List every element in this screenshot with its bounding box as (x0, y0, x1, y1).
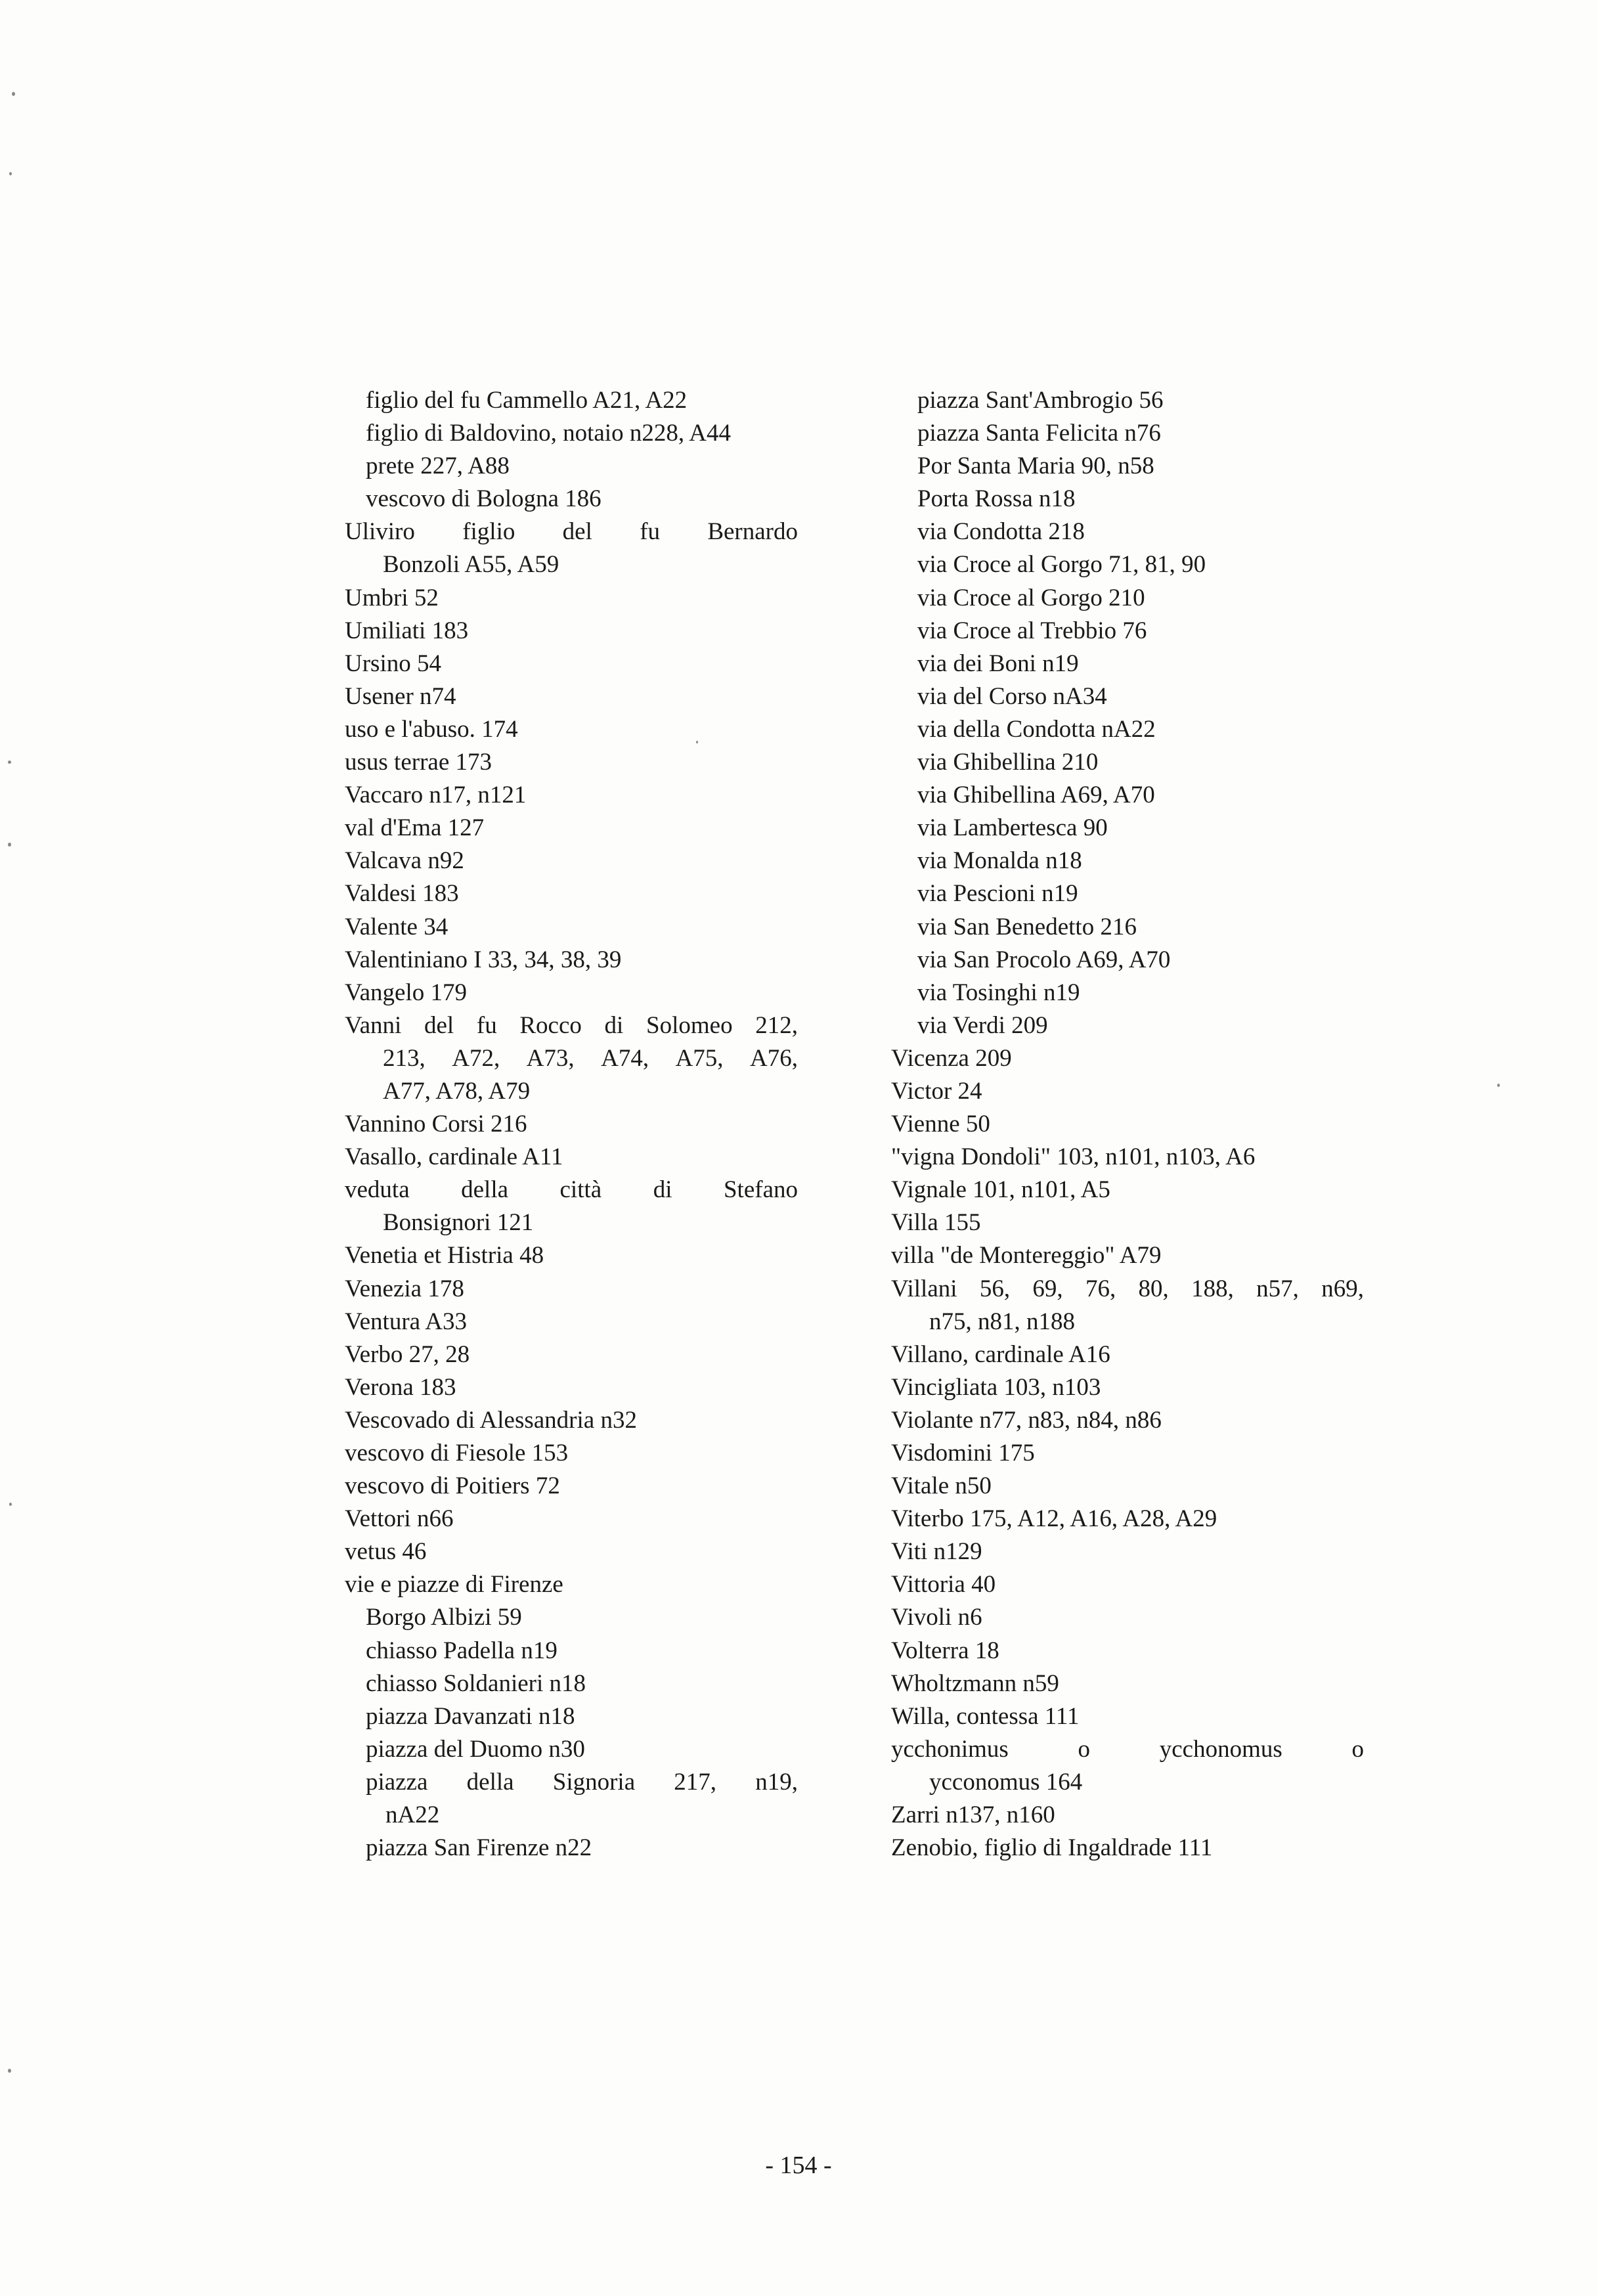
index-entry-valente-34 (345, 911, 798, 944)
index-entry-borgo-albizi-59 (345, 1601, 798, 1634)
index-entry-ycchonimus-o-ycchonomus-o (891, 1733, 1364, 1799)
index-entry-vie-e-piazze-di-firenze (345, 1568, 798, 1601)
index-entry-text: via Croce al Gorgo 71, 81, 90 (917, 551, 1206, 579)
index-entry-wholtzmann-n59 (891, 1667, 1364, 1700)
scan-speck (9, 172, 12, 175)
index-entry-continuation: Bonzoli A55, A59 (383, 551, 559, 579)
index-entry-text: Villano, cardinale A16 (891, 1340, 1110, 1368)
index-entry-vangelo-179 (345, 977, 798, 1009)
index-entry-usus-terrae-173 (345, 746, 798, 779)
index-entry-por-santa-maria-90-n58 (891, 450, 1364, 483)
index-entry-text: Verona 183 (345, 1373, 456, 1401)
scan-speck (8, 761, 11, 764)
index-entry-text: piazza Santa Felicita n76 (917, 420, 1161, 447)
index-entry-text: Volterra 18 (891, 1637, 999, 1664)
index-entry-text: "vigna Dondoli" 103, n101, n103, A6 (891, 1143, 1256, 1171)
index-entry-text: via Lambertesca 90 (917, 814, 1108, 842)
index-entry-text: Vicenza 209 (891, 1044, 1012, 1072)
index-entry-text: Umiliati 183 (345, 617, 469, 644)
index-entry-continuation: n75, n81, n188 (929, 1308, 1075, 1335)
index-entry-text: Valdesi 183 (345, 880, 459, 908)
index-entry-vivoli-n6 (891, 1601, 1364, 1634)
index-entry-chiasso-padella-n19 (345, 1635, 798, 1667)
index-entry-via-san-procolo-a69-a70 (891, 944, 1364, 977)
index-entry-text: piazza Davanzati n18 (366, 1702, 575, 1730)
index-entry-text: Uliviro figlio del fu Bernardo (345, 518, 798, 546)
index-entry-val-d-ema-127 (345, 812, 798, 845)
index-entry-text: piazza San Firenze n22 (366, 1834, 592, 1862)
index-entry-piazza-santa-felicita-n76 (891, 417, 1364, 450)
index-entry-vincigliata-103-n103 (891, 1371, 1364, 1404)
index-entry-piazza-sant-ambrogio-56 (891, 384, 1364, 417)
index-entry-text: Vitale n50 (891, 1472, 992, 1500)
scan-speck (12, 92, 15, 96)
index-entry-via-croce-al-gorgo-210 (891, 582, 1364, 615)
index-entry-text: vescovo di Fiesole 153 (345, 1440, 569, 1467)
index-entry-text: Ursino 54 (345, 650, 441, 677)
index-entry-text: Venezia 178 (345, 1275, 464, 1302)
index-entry-line (891, 1733, 1364, 1766)
index-entry-vannino-corsi-216 (345, 1108, 798, 1141)
index-entry-umiliati-183 (345, 615, 798, 648)
index-entry-text: vie e piazze di Firenze (345, 1571, 563, 1599)
index-entry-viterbo-175-a12-a16-a28-a29 (891, 1503, 1364, 1535)
index-entry-valentiniano-i-33-34-38-39 (345, 944, 798, 977)
index-entry-text: Por Santa Maria 90, n58 (917, 453, 1154, 480)
index-entry-uliviro-figlio-del-fu-bernardo (345, 516, 798, 581)
index-entry-text: via San Benedetto 216 (917, 913, 1137, 940)
index-entry-vicenza-209 (891, 1042, 1364, 1075)
index-entry-vigna-dondoli-103-n101-n103-a6 (891, 1141, 1364, 1174)
index-entry-via-ghibellina-a69-a70 (891, 779, 1364, 812)
index-entry-violante-n77-n83-n84-n86 (891, 1404, 1364, 1437)
index-entry-valdesi-183 (345, 877, 798, 910)
index-entry-text: via Croce al Gorgo 210 (917, 584, 1145, 611)
index-entry-text: Visdomini 175 (891, 1440, 1035, 1467)
index-entry-text: via Monalda n18 (917, 847, 1082, 875)
index-entry-via-lambertesca-90 (891, 812, 1364, 845)
index-entry-text: ycchonimus o ycchonomus o (891, 1735, 1364, 1763)
index-entry-vittoria-40 (891, 1568, 1364, 1601)
index-entry-text: piazza del Duomo n30 (366, 1735, 585, 1763)
index-entry-line (891, 1273, 1364, 1306)
index-entry-piazza-del-duomo-n30 (345, 1733, 798, 1766)
page-number: - 154 - (765, 2152, 832, 2179)
index-entry-text: Vaccaro n17, n121 (345, 782, 527, 809)
index-entry-uso-e-l-abuso-174 (345, 713, 798, 746)
index-entry-vescovo-di-bologna-186 (345, 483, 798, 516)
index-entry-via-dei-boni-n19 (891, 648, 1364, 680)
index-entry-porta-rossa-n18 (891, 483, 1364, 516)
index-entry-text: Viti n129 (891, 1538, 982, 1566)
index-entry-via-della-condotta-na22 (891, 713, 1364, 746)
index-entry-text: figlio di Baldovino, notaio n228, A44 (366, 420, 732, 447)
index-entry-piazza-della-signoria-217-n19 (345, 1766, 798, 1832)
index-entry-vescovado-di-alessandria-n32 (345, 1404, 798, 1437)
index-entry-text: piazza della Signoria 217, n19, (366, 1768, 798, 1796)
index-entry-via-condotta-218 (891, 516, 1364, 548)
index-entry-text: Zarri n137, n160 (891, 1801, 1055, 1829)
index-entry-text: via dei Boni n19 (917, 650, 1079, 677)
index-entry-text: Porta Rossa n18 (917, 485, 1076, 513)
index-column-right (891, 384, 1364, 1865)
index-entry-villani-56-69-76-80-188-n57-n69 (891, 1273, 1364, 1338)
scan-speck (8, 843, 11, 847)
index-entry-text: via del Corso nA34 (917, 682, 1107, 710)
index-entry-text: vescovo di Poitiers 72 (345, 1472, 560, 1500)
index-entry-text: Vittoria 40 (891, 1571, 996, 1599)
index-entry-text: Vangelo 179 (345, 979, 467, 1006)
index-entry-via-ghibellina-210 (891, 746, 1364, 779)
index-entry-text: Vincigliata 103, n103 (891, 1373, 1101, 1401)
index-entry-vetus-46 (345, 1535, 798, 1568)
index-entry-via-pescioni-n19 (891, 877, 1364, 910)
index-entry-text: Vescovado di Alessandria n32 (345, 1406, 637, 1434)
index-entry-villano-cardinale-a16 (891, 1338, 1364, 1371)
index-entry-text: prete 227, A88 (366, 453, 510, 480)
index-entry-text: Victor 24 (891, 1077, 982, 1105)
index-entry-text: via San Procolo A69, A70 (917, 946, 1171, 973)
index-entry-vescovo-di-poitiers-72 (345, 1470, 798, 1503)
index-entry-valcava-n92 (345, 845, 798, 877)
index-entry-line (366, 1766, 798, 1799)
index-entry-vitale-n50 (891, 1470, 1364, 1503)
index-entry-line (345, 1174, 798, 1206)
index-entry-vaccaro-n17-n121 (345, 779, 798, 812)
index-entry-text: Vettori n66 (345, 1505, 454, 1533)
index-entry-vienne-50 (891, 1108, 1364, 1141)
index-entry-text: via Verdi 209 (917, 1011, 1048, 1039)
index-entry-vettori-n66 (345, 1503, 798, 1535)
index-entry-figlio-del-fu-cammello-a21-a22 (345, 384, 798, 417)
index-entry-text: Venetia et Histria 48 (345, 1242, 544, 1269)
index-entry-veduta-della-citt-di-stefano (345, 1174, 798, 1239)
index-entry-venetia-et-histria-48 (345, 1239, 798, 1272)
index-entry-text: villa "de Montereggio" A79 (891, 1242, 1162, 1269)
index-entry-text: vescovo di Bologna 186 (366, 485, 602, 513)
index-entry-vasallo-cardinale-a11 (345, 1141, 798, 1174)
index-entry-text: Valente 34 (345, 913, 448, 940)
index-entry-text: Vannino Corsi 216 (345, 1111, 527, 1138)
index-entry-vanni-del-fu-rocco-di-solomeo-212 (345, 1009, 798, 1108)
index-entry-continuation: Bonsignori 121 (383, 1209, 534, 1237)
index-entry-line (345, 1009, 798, 1042)
index-entry-via-verdi-209 (891, 1009, 1364, 1042)
index-entry-via-croce-al-trebbio-76 (891, 615, 1364, 648)
scan-speck (1497, 1084, 1500, 1087)
index-entry-text: Umbri 52 (345, 584, 439, 611)
index-entry-text: via Ghibellina 210 (917, 749, 1099, 776)
index-entry-text: via Tosinghi n19 (917, 979, 1080, 1006)
index-entry-text: Villani 56, 69, 76, 80, 188, n57, n69, (891, 1275, 1364, 1302)
index-entry-continuation: 213, A72, A73, A74, A75, A76, (383, 1044, 798, 1072)
index-entry-text: Vivoli n6 (891, 1604, 982, 1631)
scan-speck (9, 1503, 12, 1506)
scan-speck (8, 2069, 11, 2073)
index-entry-zenobio-figlio-di-ingaldrade-111 (891, 1832, 1364, 1865)
index-entry-text: chiasso Padella n19 (366, 1637, 558, 1664)
index-entry-willa-contessa-111 (891, 1700, 1364, 1733)
index-entry-verona-183 (345, 1371, 798, 1404)
index-entry-continuation: A77, A78, A79 (383, 1077, 531, 1105)
index-entry-vescovo-di-fiesole-153 (345, 1437, 798, 1470)
index-entry-text: Vasallo, cardinale A11 (345, 1143, 563, 1171)
index-entry-text: Willa, contessa 111 (891, 1702, 1080, 1730)
index-entry-vignale-101-n101-a5 (891, 1174, 1364, 1206)
index-entry-text: via Ghibellina A69, A70 (917, 782, 1155, 809)
index-entry-umbri-52 (345, 582, 798, 615)
index-entry-text: val d'Ema 127 (345, 814, 485, 842)
index-entry-text: Borgo Albizi 59 (366, 1604, 522, 1631)
index-entry-prete-227-a88 (345, 450, 798, 483)
scan-speck (696, 741, 698, 743)
index-entry-visdomini-175 (891, 1437, 1364, 1470)
index-entry-text: Valcava n92 (345, 847, 464, 875)
index-entry-text: Vanni del fu Rocco di Solomeo 212, (345, 1011, 798, 1039)
index-entry-ursino-54 (345, 648, 798, 680)
index-entry-viti-n129 (891, 1535, 1364, 1568)
index-entry-villa-155 (891, 1206, 1364, 1239)
index-entry-volterra-18 (891, 1635, 1364, 1667)
index-entry-ventura-a33 (345, 1306, 798, 1338)
index-entry-text: Zenobio, figlio di Ingaldrade 111 (891, 1834, 1213, 1862)
index-entry-text: via Croce al Trebbio 76 (917, 617, 1147, 644)
index-entry-text: Violante n77, n83, n84, n86 (891, 1406, 1162, 1434)
index-entry-text: Villa 155 (891, 1209, 981, 1237)
index-entry-text: via Condotta 218 (917, 518, 1085, 546)
index-entry-via-tosinghi-n19 (891, 977, 1364, 1009)
index-entry-zarri-n137-n160 (891, 1799, 1364, 1832)
index-entry-piazza-davanzati-n18 (345, 1700, 798, 1733)
index-entry-text: Wholtzmann n59 (891, 1669, 1059, 1697)
index-entry-text: Valentiniano I 33, 34, 38, 39 (345, 946, 622, 973)
index-entry-venezia-178 (345, 1273, 798, 1306)
index-entry-victor-24 (891, 1075, 1364, 1108)
index-entry-text: Viterbo 175, A12, A16, A28, A29 (891, 1505, 1217, 1533)
index-entry-text: usus terrae 173 (345, 749, 492, 776)
index-entry-continuation: ycconomus 164 (929, 1768, 1083, 1796)
index-entry-text: veduta della città di Stefano (345, 1176, 798, 1204)
index-entry-via-monalda-n18 (891, 845, 1364, 877)
index-entry-text: via della Condotta nA22 (917, 715, 1156, 743)
index-entry-text: Ventura A33 (345, 1308, 467, 1335)
index-entry-text: figlio del fu Cammello A21, A22 (366, 387, 688, 414)
index-entry-piazza-san-firenze-n22 (345, 1832, 798, 1865)
index-entry-via-del-corso-na34 (891, 680, 1364, 713)
index-column-left (345, 384, 798, 1865)
index-entry-villa-de-montereggio-a79 (891, 1239, 1364, 1272)
index-entry-text: piazza Sant'Ambrogio 56 (917, 387, 1164, 414)
index-entry-text: vetus 46 (345, 1538, 427, 1566)
index-entry-text: Usener n74 (345, 682, 456, 710)
index-entry-verbo-27-28 (345, 1338, 798, 1371)
index-entry-usener-n74 (345, 680, 798, 713)
index-entry-text: Verbo 27, 28 (345, 1340, 470, 1368)
index-entry-figlio-di-baldovino-notaio-n228-a44 (345, 417, 798, 450)
index-entry-text: uso e l'abuso. 174 (345, 715, 518, 743)
index-entry-chiasso-soldanieri-n18 (345, 1667, 798, 1700)
index-entry-text: via Pescioni n19 (917, 880, 1078, 908)
index-entry-via-san-benedetto-216 (891, 911, 1364, 944)
index-entry-text: Vignale 101, n101, A5 (891, 1176, 1110, 1204)
index-entry-text: Vienne 50 (891, 1111, 990, 1138)
index-entry-via-croce-al-gorgo-71-81-90 (891, 548, 1364, 581)
index-entry-text: chiasso Soldanieri n18 (366, 1669, 586, 1697)
index-entry-continuation: nA22 (385, 1801, 440, 1829)
index-entry-line (345, 516, 798, 548)
